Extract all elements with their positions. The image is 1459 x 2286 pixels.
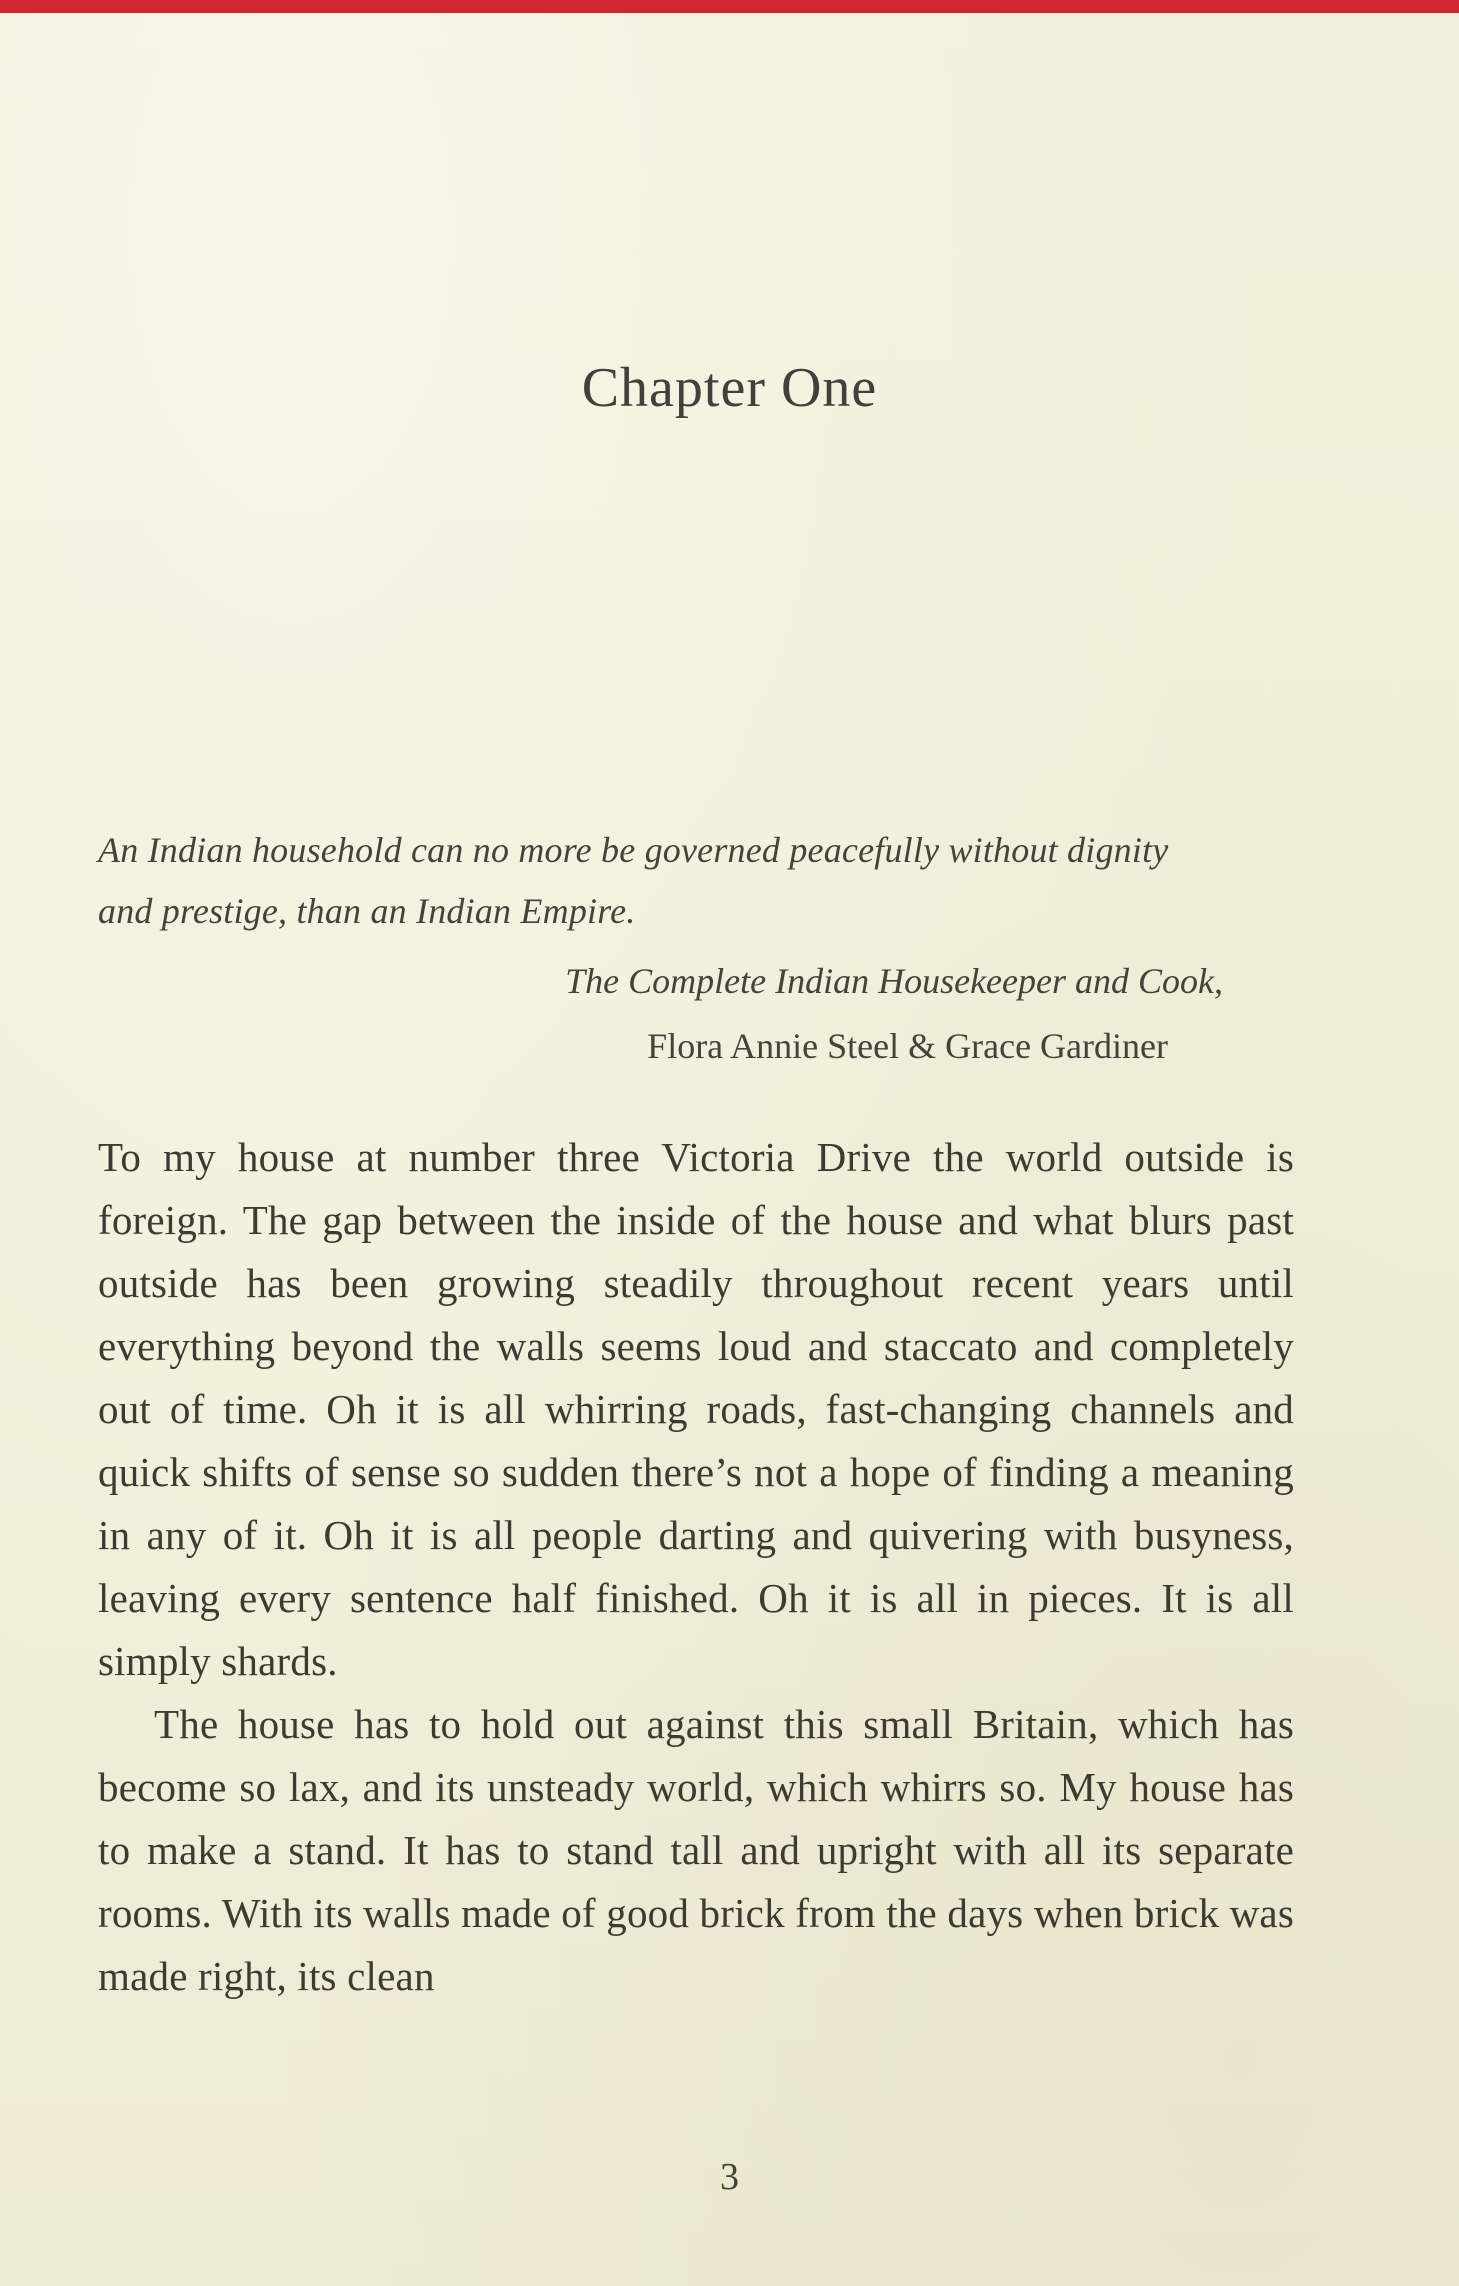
chapter-title: Chapter One (581, 357, 878, 419)
paragraph: To my house at number three Victoria Drive the world outside is foreign. The gap between the inside of the house and what blurs past outside has been growing steadily throughout recent years until everything beyond the walls seems loud and staccato and completely out of time. Oh it is all whirring roads, fast-changing channels and quick shifts of sense so sudden there’s not a hope of finding a meaning in any of it. Oh it is all people darting and quivering with busyness, leaving every sentence half finished. Oh it is all in pieces. It is all simply shards. (98, 1134, 1294, 1684)
paragraph: The house has to hold out against this small Britain, which has become so lax, and its unsteady world, which whirrs so. My house has to make a stand. It has to stand tall and upright with all its separate rooms. With its walls made of good brick from the days when brick was made right, its clean (98, 1701, 1294, 1999)
body-text (98, 1126, 1294, 2008)
epigraph (98, 820, 1223, 1077)
page-top-edge-strip (0, 0, 1459, 13)
epigraph-source-authors: Flora Annie Steel & Grace Gardiner (647, 1026, 1168, 1066)
epigraph-source-title: The Complete Indian Housekeeper and Cook, (565, 961, 1223, 1001)
epigraph-quote: An Indian household can no more be governed peacefully without dignity and prestige, than an Indian Empire. (98, 830, 1169, 931)
page-number: 3 (720, 2156, 739, 2198)
